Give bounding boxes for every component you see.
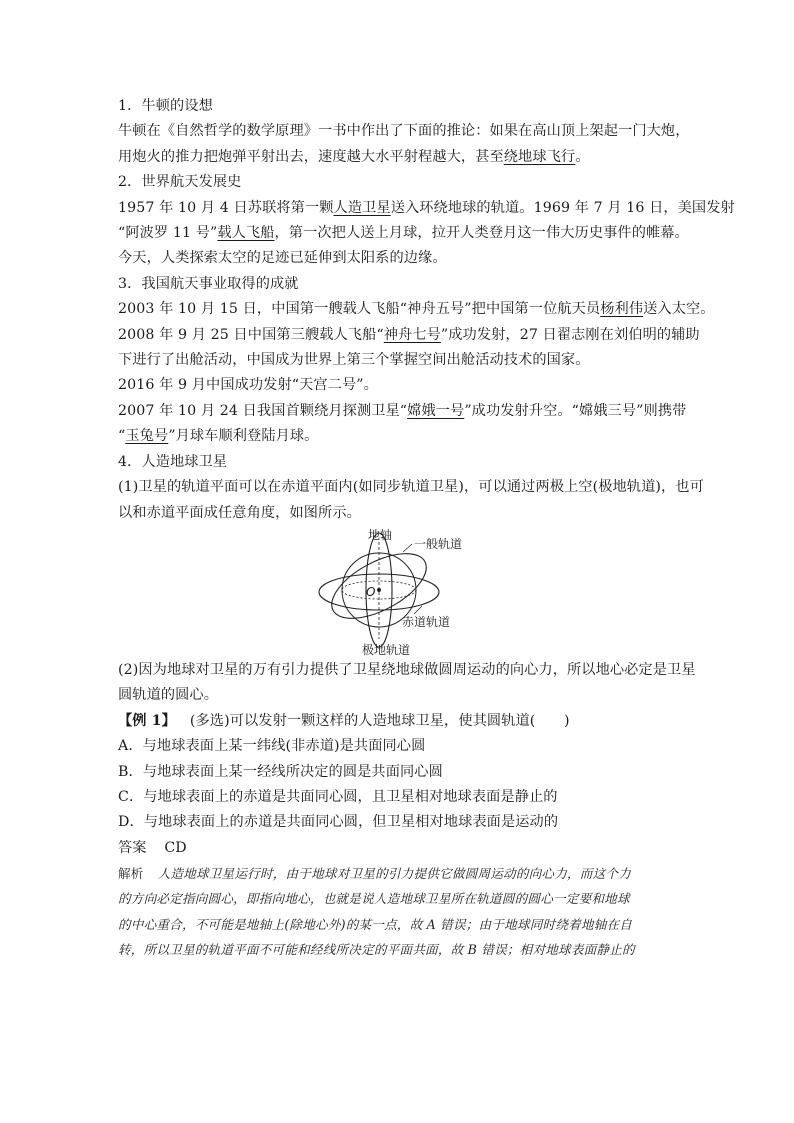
option-a: A．与地球表面上某一纬线(非赤道)是共面同心圆: [118, 738, 426, 755]
example-question: (多选)可以发射一颗这样的人造地球卫星，使其圆轨道( ): [189, 712, 570, 729]
underlined-term: 神舟七号: [383, 326, 441, 343]
section-4-p2-line-1: (2)因为地球对卫星的万有引力提供了卫星绕地球做圆周运动的向心力，所以地心必定是卫星: [118, 661, 696, 678]
section-4-heading: 4．人造地球卫星: [118, 453, 228, 470]
text-run: “: [118, 428, 126, 445]
underlined-term: 人造卫星: [333, 199, 391, 216]
earth-center-dot: [377, 588, 381, 592]
section-3-line-5: [118, 399, 687, 424]
analysis-label: 解析: [118, 865, 144, 881]
text-run: “阿波罗 11 号”: [118, 225, 218, 242]
text-run: 2007 年 10 月 24 日我国首颗绕月探测卫星“: [118, 402, 408, 419]
text-run: ”月球车顺利登陆月球。: [168, 428, 319, 445]
orbit-diagram-svg: [316, 528, 466, 656]
text-run: ”成功发射升空。“嫦娥三号”则携带: [464, 402, 687, 419]
text-run: ”成功发射，27 日翟志刚在刘伯明的辅助: [440, 326, 700, 343]
answer-line: [118, 836, 680, 861]
analysis-line-3: 的中心重合，不可能是地轴上(除地心外)的某一点，故 A 错误；由于地球同时绕着地轴在自: [118, 916, 633, 932]
label-polar-orbit: 极地轨道: [362, 642, 411, 656]
underlined-term: 杨利伟: [600, 301, 644, 318]
document-page: [118, 94, 735, 963]
text-run: 用炮火的推力把炮弹平射出去，速度越大水平射程越大，甚至: [118, 148, 504, 165]
leader-general: [403, 544, 412, 552]
section-3-line-4: 2016 年 9 月中国成功发射“天宫二号”。: [118, 377, 378, 394]
section-1-line-1: 牛顿在《自然哲学的数学原理》一书中作出了下面的推论：如果在高山顶上架起一门大炮，: [118, 123, 690, 140]
option-b: B．与地球表面上某一经线所决定的圆是共面同心圆: [118, 763, 443, 780]
section-2-line-3: 今天，人类探索太空的足迹已延伸到太阳系的边缘。: [118, 250, 447, 267]
section-3-heading: 3．我国航天事业取得的成就: [118, 275, 299, 292]
label-earth-axis: 地轴: [368, 527, 393, 542]
option-d: D．与地球表面上的赤道是共面同心圆，但卫星相对地球表面是运动的: [118, 814, 559, 831]
section-2-line-1: [118, 196, 735, 221]
section-4-p1-line-1: (1)卫星的轨道平面可以在赤道平面内(如同步轨道卫星)，可以通过两极上空(极地轨道)，也可: [118, 479, 704, 496]
section-3-line-6: [118, 424, 680, 449]
leader-equatorial: [414, 606, 422, 614]
section-1-line-2: [118, 145, 680, 170]
underlined-term: 绕地球飞行: [503, 148, 576, 165]
answer-value: CD: [164, 839, 187, 856]
section-3-line-1: [118, 297, 715, 322]
underlined-term: 嫦娥一号: [407, 402, 465, 419]
section-1-heading: 1．牛顿的设想: [118, 98, 213, 114]
analysis-text: 人造地球卫星运行时，由于地球对卫星的引力提供它做圆周运动的向心力，而这个力: [157, 865, 631, 881]
example-tag: 【例 1】: [118, 712, 176, 729]
example-stem: [118, 709, 680, 734]
text-run: ，第一次把人送上月球，拉开人类登月这一伟大历史事件的帷幕。: [274, 225, 689, 242]
underlined-term: 载人飞船: [217, 225, 275, 242]
underlined-term: 玉兔号: [125, 428, 169, 445]
orbit-diagram: [118, 528, 680, 658]
text-run: 送入环绕地球的轨道。1969 年 7 月 16 日，美国发射: [390, 199, 735, 216]
label-general-orbit: 一般轨道: [414, 536, 463, 551]
section-2-heading: 2．世界航天发展史: [118, 174, 242, 191]
option-c: C．与地球表面上的赤道是共面同心圆，且卫星相对地球表面是静止的: [118, 788, 558, 805]
analysis-line-1: [118, 861, 680, 887]
text-run: 2003 年 10 月 15 日，中国第一艘载人飞船“神舟五号”把中国第一位航天员: [118, 301, 601, 318]
section-4-p1-line-2: 以和赤道平面成任意角度，如图所示。: [118, 504, 361, 521]
section-2-line-2: [118, 221, 689, 246]
text-run: 。: [575, 148, 590, 165]
section-3-line-2: [118, 323, 700, 348]
analysis-line-4: 转，所以卫星的轨道平面不可能和经线所决定的平面共面，故 B 错误；相对地球表面静止的: [118, 942, 635, 958]
section-4-p2-line-2: 圆轨道的圆心。: [118, 687, 219, 704]
analysis-line-2: 的方向必定指向圆心，即指向地心，也就是说人造地球卫星所在轨道圆的圆心一定要和地球: [118, 891, 630, 907]
answer-label: 答案: [118, 839, 147, 856]
section-3-line-3: 下进行了出舱活动，中国成为世界上第三个掌握空间出舱活动技术的国家。: [118, 352, 590, 369]
text-run: 2008 年 9 月 25 日中国第三艘载人飞船“: [118, 326, 384, 343]
label-center-o: O: [366, 584, 376, 599]
text-run: 1957 年 10 月 4 日苏联将第一颗: [118, 199, 334, 216]
label-equatorial-orbit: 赤道轨道: [402, 614, 451, 629]
text-run: 送入太空。: [643, 301, 715, 318]
